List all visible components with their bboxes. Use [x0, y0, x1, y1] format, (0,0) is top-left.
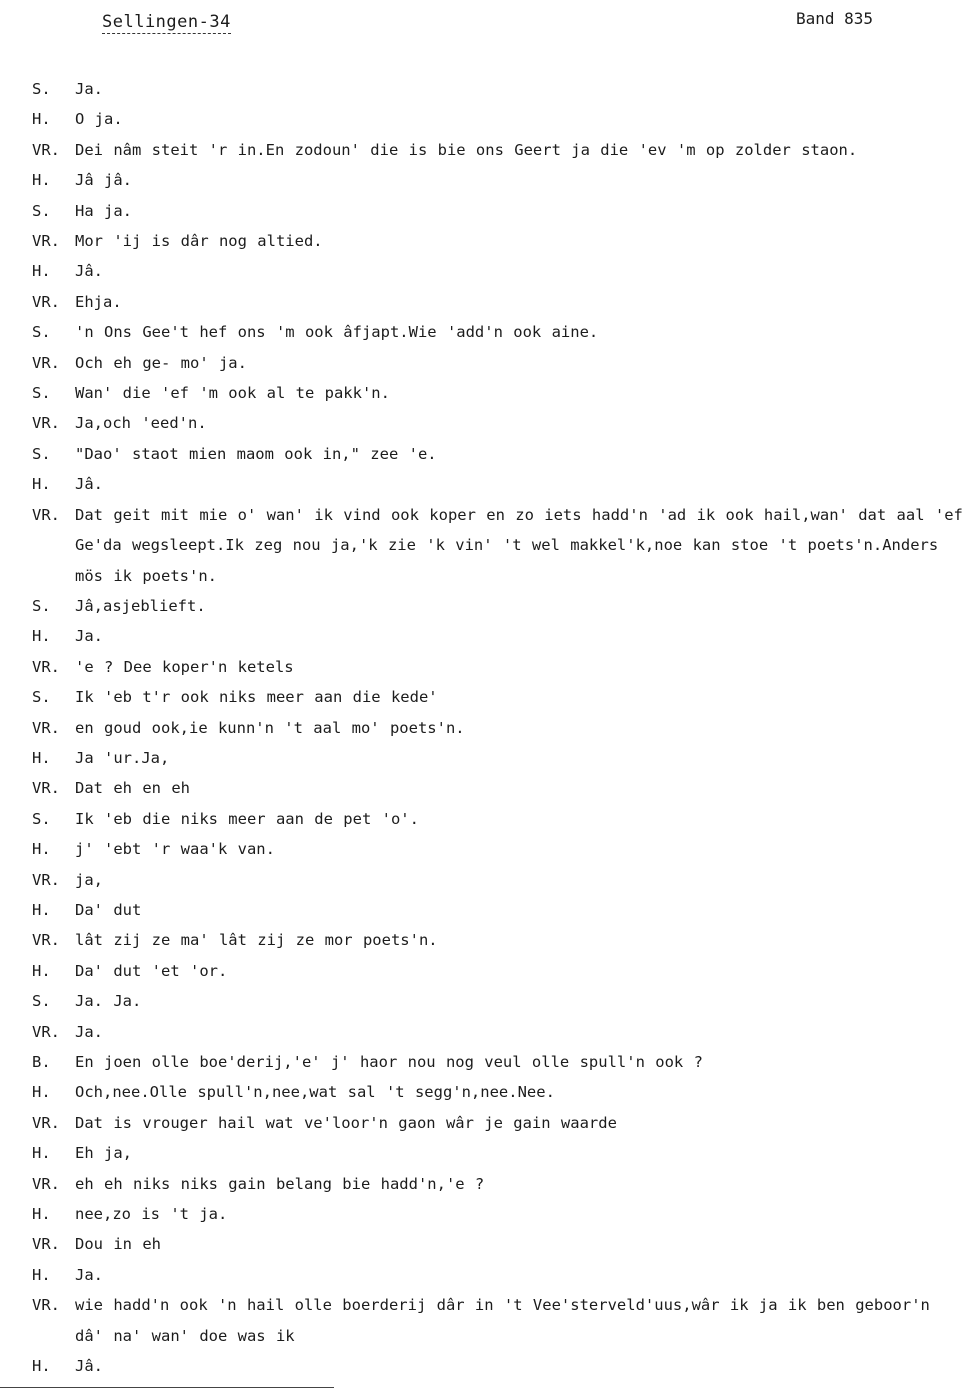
utterance-text: Ik 'eb t'r ook niks meer aan die kede': [75, 688, 438, 707]
utterance-text: Och,nee.Olle spull'n,nee,wat sal 't segg'n,nee.Nee.: [75, 1083, 555, 1102]
transcript-line: [32, 773, 967, 803]
speaker-label: VR.: [32, 353, 60, 372]
speaker-label: VR.: [32, 505, 60, 524]
transcript-line: [32, 1260, 967, 1290]
transcript-line: [32, 378, 967, 408]
speaker-label: VR.: [32, 657, 60, 676]
speaker-label: VR.: [32, 1235, 60, 1254]
utterance-text: Dat geit mit mie o' wan' ik vind ook koper en zo iets hadd'n 'ad ik ook hail,wan' dat aal 'ef Ge'da wegsleept.Ik zeg nou ja,'k zie 'k vin' 't wel makkel'k,noe kan stoe 't poets'n.Anders mös ik poets'n.: [75, 505, 963, 585]
utterance-text: Da' dut: [75, 900, 142, 919]
transcript: [32, 74, 967, 1381]
speaker-label: H.: [32, 1357, 51, 1376]
utterance-text: Ja. Ja.: [75, 992, 142, 1011]
speaker-label: H.: [32, 1205, 51, 1224]
transcript-line: [32, 165, 967, 195]
speaker-label: H.: [32, 110, 51, 129]
utterance-text: Dat is vrouger hail wat ve'loor'n gaon wâr je gain waarde: [75, 1113, 617, 1132]
utterance-text: Eh ja,: [75, 1144, 132, 1163]
speaker-label: H.: [32, 961, 51, 980]
speaker-label: H.: [32, 900, 51, 919]
speaker-label: VR.: [32, 1022, 60, 1041]
utterance-text: Och eh ge- mo' ja.: [75, 353, 247, 372]
utterance-text: Ja.: [75, 627, 103, 646]
speaker-label: VR.: [32, 870, 60, 889]
transcript-line: [32, 1077, 967, 1107]
speaker-label: S.: [32, 201, 51, 220]
utterance-text: lât zij ze ma' lât zij ze mor poets'n.: [75, 931, 438, 950]
transcript-line: [32, 1047, 967, 1077]
utterance-text: Jâ.: [75, 475, 103, 494]
speaker-label: S.: [32, 809, 51, 828]
utterance-text: nee,zo is 't ja.: [75, 1205, 228, 1224]
footer-rule: [0, 1387, 334, 1388]
utterance-text: Jâ.: [75, 1357, 103, 1376]
speaker-label: VR.: [32, 414, 60, 433]
utterance-text: eh eh niks niks gain belang bie hadd'n,'e ?: [75, 1174, 485, 1193]
transcript-line: [32, 196, 967, 226]
transcript-line: [32, 834, 967, 864]
transcript-line: [32, 1199, 967, 1229]
utterance-text: Ja.: [75, 1265, 103, 1284]
speaker-label: H.: [32, 475, 51, 494]
band-number: Band 835: [796, 9, 874, 28]
transcript-line: [32, 1169, 967, 1199]
speaker-label: VR.: [32, 1296, 60, 1315]
transcript-line: [32, 1229, 967, 1259]
speaker-label: VR.: [32, 779, 60, 798]
transcript-line: [32, 408, 967, 438]
utterance-text: j' 'ebt 'r waa'k van.: [75, 840, 275, 859]
utterance-text: En joen olle boe'derij,'e' j' haor nou nog veul olle spull'n ook ?: [75, 1053, 703, 1071]
transcript-line: [32, 986, 967, 1016]
utterance-text: Dei nâm steit 'r in.En zodoun' die is bie ons Geert ja die 'ev 'm op zolder staon.: [75, 140, 858, 159]
speaker-label: S.: [32, 384, 51, 403]
transcript-line: [32, 226, 967, 256]
transcript-line: [32, 865, 967, 895]
transcript-line: [32, 682, 967, 712]
speaker-label: H.: [32, 262, 51, 281]
utterance-text: Dou in eh: [75, 1235, 161, 1254]
transcript-line: [32, 135, 967, 165]
utterance-text: ja,: [75, 870, 103, 889]
speaker-label: H.: [32, 1265, 51, 1284]
speaker-label: S.: [32, 323, 51, 342]
speaker-label: H.: [32, 171, 51, 190]
speaker-label: VR.: [32, 1113, 60, 1132]
speaker-label: H.: [32, 1083, 51, 1102]
speaker-label: H.: [32, 627, 51, 646]
utterance-text: Ja,och 'eed'n.: [75, 414, 207, 433]
transcript-line: [32, 956, 967, 986]
speaker-label: B.: [32, 1053, 51, 1071]
utterance-text: Dat eh en eh: [75, 779, 190, 798]
speaker-label: VR.: [32, 931, 60, 950]
speaker-label: H.: [32, 748, 51, 767]
speaker-label: S.: [32, 596, 51, 615]
speaker-label: S.: [32, 80, 51, 98]
transcript-line: [32, 804, 967, 834]
utterance-text: Ehja.: [75, 292, 122, 311]
transcript-line: [32, 104, 967, 134]
speaker-label: VR.: [32, 1174, 60, 1193]
speaker-label: VR.: [32, 718, 60, 737]
utterance-text: Ik 'eb die niks meer aan de pet 'o'.: [75, 809, 419, 828]
utterance-text: Mor 'ij is dâr nog altied.: [75, 232, 323, 251]
transcript-line: [32, 621, 967, 651]
transcript-line: [32, 713, 967, 743]
speaker-label: VR.: [32, 232, 60, 251]
transcript-line: [32, 74, 967, 104]
transcript-line: [32, 256, 967, 286]
utterance-text: Jâ jâ.: [75, 171, 132, 190]
transcript-line: [32, 500, 967, 591]
transcript-line: [32, 591, 967, 621]
utterance-text: Jâ,asjeblieft.: [75, 596, 206, 615]
speaker-label: S.: [32, 992, 51, 1011]
page-title: Sellingen-34: [102, 12, 231, 32]
transcript-line: [32, 1017, 967, 1047]
transcript-line: [32, 1290, 967, 1351]
utterance-text: wie hadd'n ook 'n hail olle boerderij dâr in 't Vee'sterveld'uus,wâr ik ja ik ben geboor'n dâ' na' wan' doe was ik: [75, 1296, 930, 1345]
transcript-line: [32, 895, 967, 925]
utterance-text: O ja.: [75, 110, 123, 129]
utterance-text: en goud ook,ie kunn'n 't aal mo' poets'n.: [75, 718, 465, 737]
utterance-text: Jâ.: [75, 262, 103, 281]
speaker-label: S.: [32, 444, 51, 463]
transcript-line: [32, 439, 967, 469]
speaker-label: H.: [32, 1144, 51, 1163]
transcript-line: [32, 1138, 967, 1168]
utterance-text: 'e ? Dee koper'n ketels: [75, 657, 294, 676]
transcript-line: [32, 1351, 967, 1381]
transcript-line: [32, 1108, 967, 1138]
transcript-line: [32, 469, 967, 499]
speaker-label: H.: [32, 840, 51, 859]
transcript-line: [32, 743, 967, 773]
utterance-text: Ja 'ur.Ja,: [75, 748, 170, 767]
transcript-line: [32, 925, 967, 955]
utterance-text: Ja.: [75, 1022, 103, 1041]
speaker-label: VR.: [32, 140, 60, 159]
transcript-line: [32, 652, 967, 682]
utterance-text: Ha ja.: [75, 201, 132, 220]
transcript-line: [32, 287, 967, 317]
utterance-text: 'n Ons Gee't hef ons 'm ook âfjapt.Wie 'add'n ook aine.: [75, 323, 599, 342]
utterance-text: "Dao' staot mien maom ook in," zee 'e.: [75, 444, 437, 463]
utterance-text: Wan' die 'ef 'm ook al te pakk'n.: [75, 384, 390, 403]
speaker-label: VR.: [32, 292, 60, 311]
transcript-line: [32, 317, 967, 347]
utterance-text: Ja.: [75, 80, 103, 98]
transcript-line: [32, 348, 967, 378]
speaker-label: S.: [32, 688, 51, 707]
utterance-text: Da' dut 'et 'or.: [75, 961, 228, 980]
